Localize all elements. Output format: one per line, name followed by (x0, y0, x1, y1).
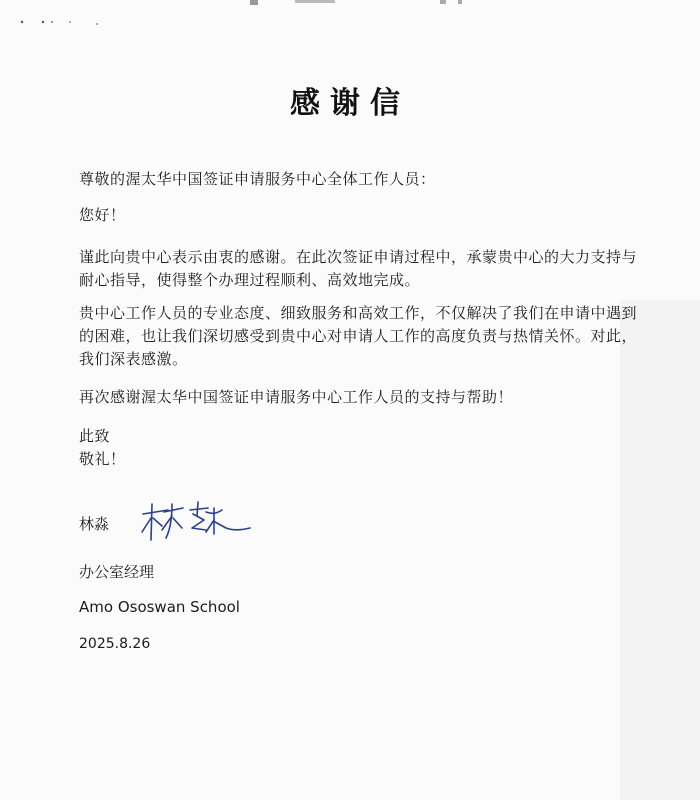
letter-paragraph-2: 贵中心工作人员的专业态度、细致服务和高效工作，不仅解决了我们在申请中遇到的困难，也让我们深切感受到贵中心对申请人工作的高度负责与热情关怀。对此，我们深表感激。 (79, 304, 638, 368)
letter-paragraph-3: 再次感谢渥太华中国签证申请服务中心工作人员的支持与帮助！ (79, 388, 514, 406)
handwritten-signature (138, 500, 253, 545)
signer-name: 林淼 (79, 515, 110, 533)
letter-date: 2025.8.26 (79, 636, 151, 652)
signer-title: 办公室经理 (79, 563, 155, 581)
letter-greeting: 您好！ (79, 206, 126, 224)
scan-shadow (620, 300, 700, 800)
letter-paragraph-1: 谨此向贵中心表示由衷的感谢。在此次签证申请过程中，承蒙贵中心的大力支持与耐心指导，使得整个办理过程顺利、高效地完成。 (79, 248, 638, 289)
letter-closing (79, 425, 639, 471)
scan-artifacts (0, 0, 700, 30)
letter-title: 感谢信 (290, 86, 410, 121)
closing-line-2: 敬礼！ (79, 450, 126, 468)
organization-name: Amo Ososwan School (79, 598, 240, 616)
letter-salutation: 尊敬的渥太华中国签证申请服务中心全体工作人员： (79, 170, 436, 188)
closing-line-1: 此致 (79, 427, 111, 445)
